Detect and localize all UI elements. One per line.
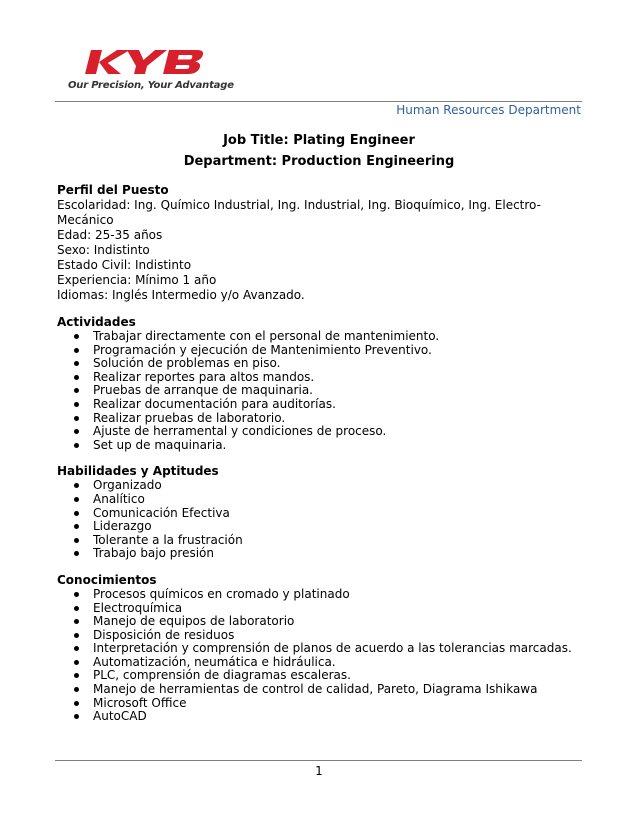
list-item: PLC, comprensión de diagramas escaleras. — [57, 669, 587, 683]
bullet-icon — [74, 388, 79, 393]
bullet-icon — [74, 511, 79, 516]
department-title: Department: Production Engineering — [183, 154, 455, 169]
list-item: Automatización, neumática e hidráulica. — [57, 656, 587, 670]
bullet-icon — [74, 361, 79, 366]
list-item: Ajuste de herramental y condiciones de proceso. — [57, 425, 587, 439]
list-item: Solución de problemas en piso. — [57, 357, 587, 371]
list-item: Electroquímica — [57, 602, 587, 616]
list-item: Programación y ejecución de Mantenimiento Preventivo. — [57, 344, 587, 358]
section-perfil — [57, 183, 587, 303]
habilidades-list — [57, 479, 587, 561]
document-body — [57, 183, 587, 724]
bullet-icon — [74, 551, 79, 556]
bullet-icon — [74, 429, 79, 434]
bullet-icon — [74, 646, 79, 651]
bullet-icon — [74, 660, 79, 665]
job-title: Job Title: Plating Engineer — [223, 133, 415, 148]
bullet-icon — [74, 402, 79, 407]
bullet-icon — [74, 416, 79, 421]
bullet-icon — [74, 633, 79, 638]
list-item: Disposición de residuos — [57, 629, 587, 643]
list-item: Set up de maquinaria. — [57, 439, 587, 453]
profile-line: Escolaridad: Ing. Químico Industrial, Ing. Industrial, Ing. Bioquímico, Ing. Electro-Mecánico — [57, 198, 541, 227]
section-habilidades — [57, 464, 587, 561]
actividades-list — [57, 330, 587, 452]
section-heading: Conocimientos — [57, 572, 157, 587]
list-item: AutoCAD — [57, 710, 587, 724]
list-item: Comunicación Efectiva — [57, 507, 587, 521]
list-item: Pruebas de arranque de maquinaria. — [57, 384, 587, 398]
page-number: 1 — [315, 764, 323, 778]
list-item: Organizado — [57, 479, 587, 493]
list-item: Analítico — [57, 493, 587, 507]
section-heading: Habilidades y Aptitudes — [57, 464, 219, 479]
list-item: Tolerante a la frustración — [57, 534, 587, 548]
bullet-icon — [74, 497, 79, 502]
bullet-icon — [74, 483, 79, 488]
conocimientos-list — [57, 588, 587, 724]
company-tagline: Our Precision, Your Advantage — [68, 80, 234, 91]
bullet-icon — [74, 673, 79, 678]
bullet-icon — [74, 687, 79, 692]
profile-line: Sexo: Indistinto — [57, 243, 150, 257]
bullet-icon — [74, 334, 79, 339]
list-item: Procesos químicos en cromado y platinado — [57, 588, 587, 602]
footer-divider — [55, 760, 582, 761]
bullet-icon — [74, 592, 79, 597]
section-heading: Perfil del Puesto — [57, 183, 169, 197]
bullet-icon — [74, 375, 79, 380]
bullet-icon — [74, 701, 79, 706]
list-item: Realizar pruebas de laboratorio. — [57, 412, 587, 426]
profile-line: Edad: 25-35 años — [57, 228, 163, 242]
bullet-icon — [74, 714, 79, 719]
bullet-icon — [74, 524, 79, 529]
header-divider — [55, 101, 582, 102]
list-item: Manejo de herramientas de control de calidad, Pareto, Diagrama Ishikawa — [57, 683, 587, 697]
list-item: Trabajar directamente con el personal de mantenimiento. — [57, 330, 587, 344]
list-item: Realizar documentación para auditorías. — [57, 398, 587, 412]
bullet-icon — [74, 538, 79, 543]
list-item: Liderazgo — [57, 520, 587, 534]
department-header: Human Resources Department — [396, 103, 581, 117]
section-conocimientos — [57, 573, 587, 724]
bullet-icon — [74, 606, 79, 611]
list-item: Microsoft Office — [57, 697, 587, 711]
profile-line: Idiomas: Inglés Intermedio y/o Avanzado. — [57, 288, 305, 302]
list-item: Realizar reportes para altos mandos. — [57, 371, 587, 385]
list-item: Interpretación y comprensión de planos de acuerdo a las tolerancias marcadas. — [57, 642, 587, 656]
section-heading: Actividades — [57, 315, 136, 329]
section-actividades — [57, 315, 587, 452]
profile-line: Estado Civil: Indistinto — [57, 258, 192, 272]
profile-line: Experiencia: Mínimo 1 año — [57, 273, 217, 287]
list-item: Manejo de equipos de laboratorio — [57, 615, 587, 629]
bullet-icon — [74, 443, 79, 448]
bullet-icon — [74, 619, 79, 624]
list-item: Trabajo bajo presión — [57, 547, 587, 561]
bullet-icon — [74, 348, 79, 353]
